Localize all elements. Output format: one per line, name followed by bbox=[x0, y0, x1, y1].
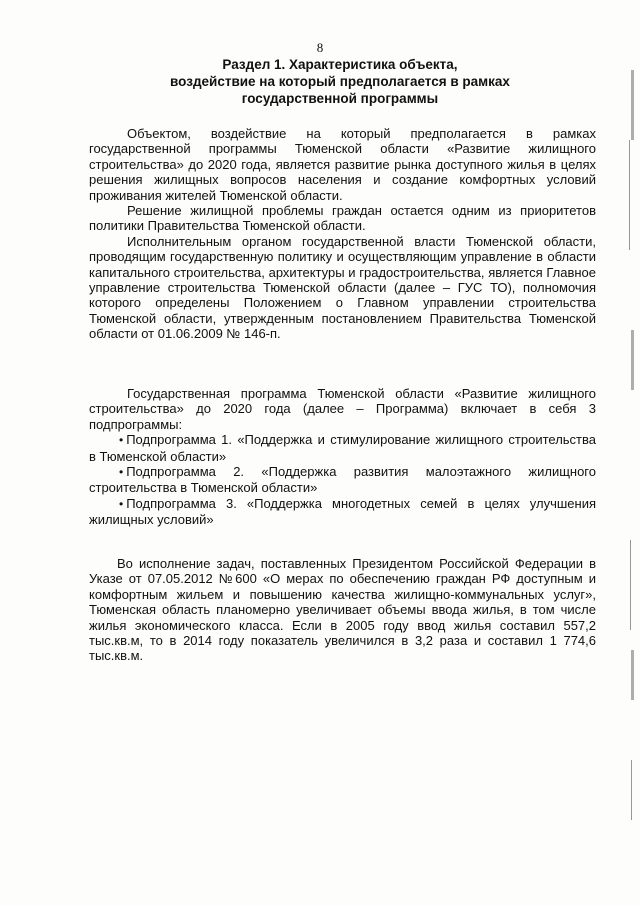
list-item-subprogram-2 bbox=[89, 464, 596, 496]
bullet-icon: • bbox=[119, 496, 124, 511]
page-number: 8 bbox=[316, 40, 324, 55]
paragraph-program-intro: Государственная программа Тюменской области «Развитие жилищного строительства» до 2020 года (далее – Программа) включает в себя 3 подпрограммы: bbox=[89, 386, 596, 432]
paragraph-housing-problem: Решение жилищной проблемы граждан остается одним из приоритетов политики Правительства Тюменской области. bbox=[89, 203, 596, 234]
section-title-line-1: Раздел 1. Характеристика объекта, bbox=[222, 57, 458, 72]
list-item-subprogram-3 bbox=[89, 496, 596, 528]
paragraph-executive-body: Исполнительным органом государственной власти Тюменской области, проводящим государственную политику и осуществляющим управление в области капитального строительства, архитектуры и градостроительства, является Главное управление строительства Тюменской области (далее – ГУС ТО), полномочия которого определены Положением о Главном управлении строительства Тюменской области, утвержденным постановлением Правительства Тюменской области от 01.06.2009 № 146-п. bbox=[89, 233, 596, 342]
subprogram-1-text: Подпрограмма 1. «Поддержка и стимулирование жилищного строительства в Тюменской области» bbox=[89, 432, 596, 464]
program-structure-block bbox=[89, 386, 596, 528]
paragraph-housing-growth: Во исполнение задач, поставленных Президентом Российской Федерации в Указе от 07.05.2012 №600 «О мерах по обеспечению граждан РФ доступным и комфортным жильем и повышению качества жилищно-коммунальных услуг», Тюменская область планомерно увеличивает объемы ввода жилья, в том числе жилья экономического класса. Если в 2005 году ввод жилья составил 557,2 тыс.кв.м, то в 2014 году показатель увеличился в 3,2 раза и составил 1 774,6 тыс.кв.м. bbox=[89, 556, 596, 664]
section-title-line-2: воздействие на который предполагается в рамках bbox=[170, 74, 510, 89]
section-title bbox=[90, 56, 590, 107]
list-item-subprogram-1 bbox=[89, 432, 596, 464]
scan-artifact bbox=[631, 650, 634, 700]
section-title-line-3: государственной программы bbox=[241, 91, 439, 106]
scan-artifact bbox=[631, 330, 634, 390]
scan-artifact bbox=[631, 760, 632, 820]
closing-block bbox=[89, 556, 596, 664]
subprogram-2-text: Подпрограмма 2. «Поддержка развития малоэтажного жилищного строительства в Тюменской области» bbox=[89, 464, 596, 496]
intro-block bbox=[89, 126, 596, 342]
scan-artifact bbox=[630, 540, 631, 630]
scan-artifact bbox=[629, 140, 630, 250]
subprogram-3-text: Подпрограмма 3. «Поддержка многодетных семей в целях улучшения жилищных условий» bbox=[89, 495, 596, 528]
bullet-icon: • bbox=[119, 465, 124, 480]
bullet-icon: • bbox=[119, 433, 124, 448]
paragraph-object: Объектом, воздействие на который предполагается в рамках государственной программы Тюменской области «Развитие жилищного строительства» до 2020 года, является развитие рынка доступного жилья в целях решения жилищных вопросов населения и создание комфортных условий проживания жителей Тюменской области. bbox=[89, 126, 596, 203]
scan-artifact bbox=[631, 70, 634, 140]
